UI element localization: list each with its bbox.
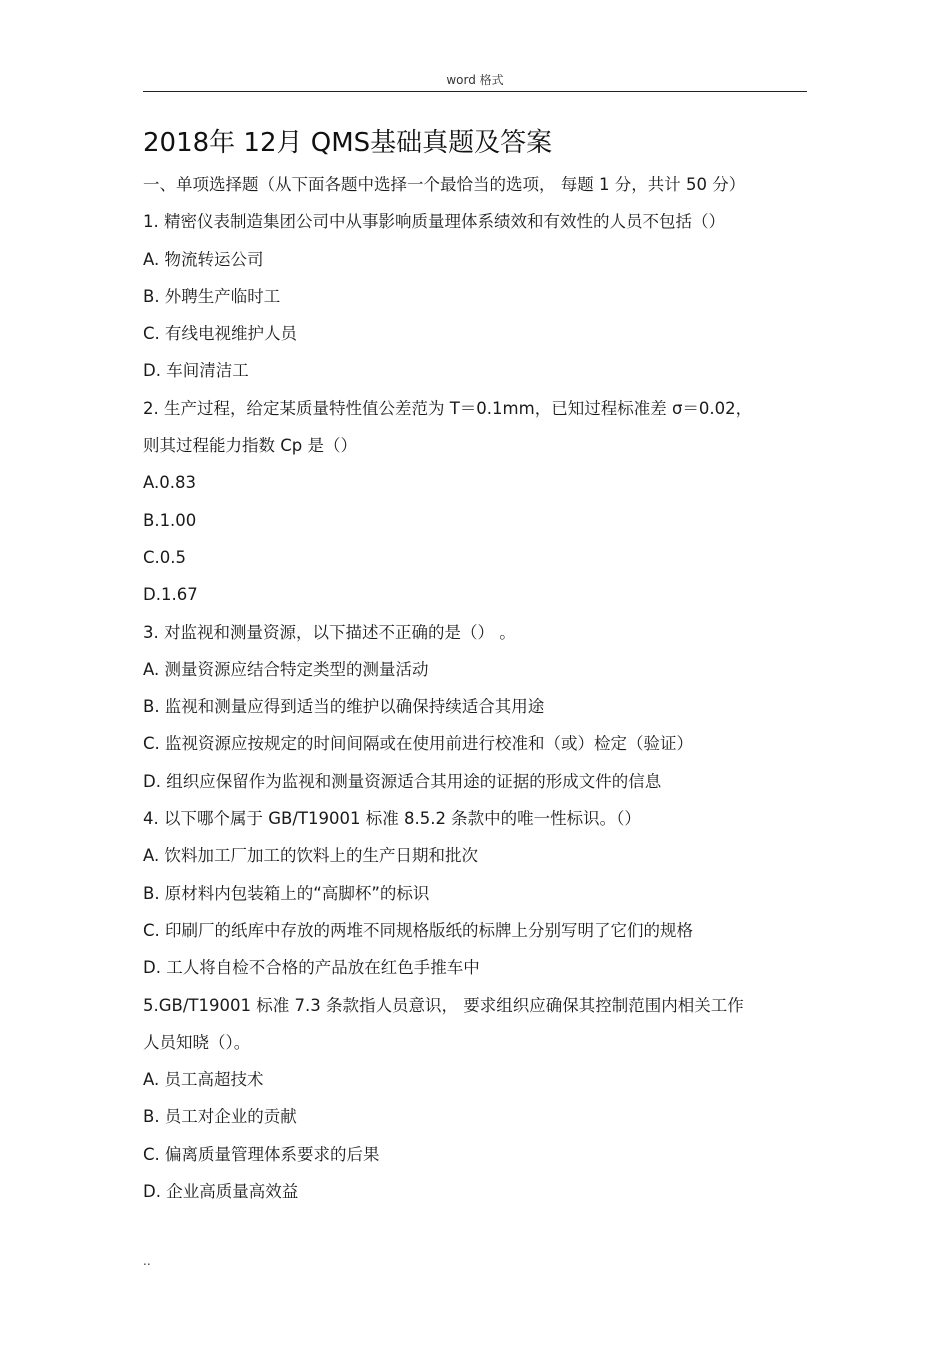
question-5-option-a: A. 员工高超技术: [143, 1070, 264, 1090]
question-5-option-c: C. 偏离质量管理体系要求的后果: [143, 1144, 380, 1164]
question-2-option-c: C.0.5: [143, 547, 187, 567]
document-title: 2018年 12月 QMS基础真题及答案: [143, 128, 553, 158]
question-4: 4. 以下哪个属于 GB/T19001 标准 8.5.2 条款中的唯一性标识。（）: [143, 809, 641, 829]
question-2-option-d: D.1.67: [143, 585, 198, 605]
question-1-option-c: C. 有线电视维护人员: [143, 324, 298, 344]
question-3-option-d: D. 组织应保留作为监视和测量资源适合其用途的证据的形成文件的信息: [143, 771, 662, 791]
question-5-option-b: B. 员工对企业的贡献: [143, 1107, 297, 1127]
question-2: 2. 生产过程，给定某质量特性值公差范为 T＝0.1mm，已知过程标准差 σ＝0.02，: [143, 398, 753, 418]
question-4-option-d: D. 工人将自检不合格的产品放在红色手推车中: [143, 958, 480, 978]
question-2-option-a: A.0.83: [143, 473, 196, 493]
question-3-option-b: B. 监视和测量应得到适当的维护以确保持续适合其用途: [143, 697, 545, 717]
question-4-option-c: C. 印刷厂的纸库中存放的两堆不同规格版纸的标牌上分别写明了它们的规格: [143, 920, 694, 940]
question-3-option-c: C. 监视资源应按规定的时间间隔或在使用前进行校准和（或）检定（验证）: [143, 734, 694, 754]
question-2-option-b: B.1.00: [143, 510, 197, 530]
page-footer-mark: ..: [143, 1254, 151, 1268]
question-1-option-a: A. 物流转运公司: [143, 249, 264, 269]
section-heading: 一、单项选择题（从下面各题中选择一个最恰当的选项， 每题 1 分，共计 50 分）: [143, 175, 746, 194]
header-divider: [143, 91, 807, 92]
question-4-option-a: A. 饮料加工厂加工的饮料上的生产日期和批次: [143, 846, 478, 866]
header-text: word 格式: [446, 73, 504, 87]
question-5: 5.GB/T19001 标准 7.3 条款指人员意识， 要求组织应确保其控制范围内相关工作: [143, 995, 744, 1015]
question-1: 1. 精密仪表制造集团公司中从事影响质量理体系绩效和有效性的人员不包括（）: [143, 212, 725, 232]
question-5-continued: 人员知晓（）。: [143, 1032, 251, 1052]
question-2-continued: 则其过程能力指数 Cp 是（）: [143, 436, 357, 456]
question-3-option-a: A. 测量资源应结合特定类型的测量活动: [143, 659, 429, 679]
document-body: [143, 170, 808, 1214]
question-4-option-b: B. 原材料内包装箱上的“高脚杯”的标识: [143, 883, 430, 903]
question-5-option-d: D. 企业高质量高效益: [143, 1182, 299, 1202]
question-3: 3. 对监视和测量资源，以下描述不正确的是（） 。: [143, 622, 516, 642]
question-1-option-d: D. 车间清洁工: [143, 361, 249, 381]
question-1-option-b: B. 外聘生产临时工: [143, 286, 281, 306]
